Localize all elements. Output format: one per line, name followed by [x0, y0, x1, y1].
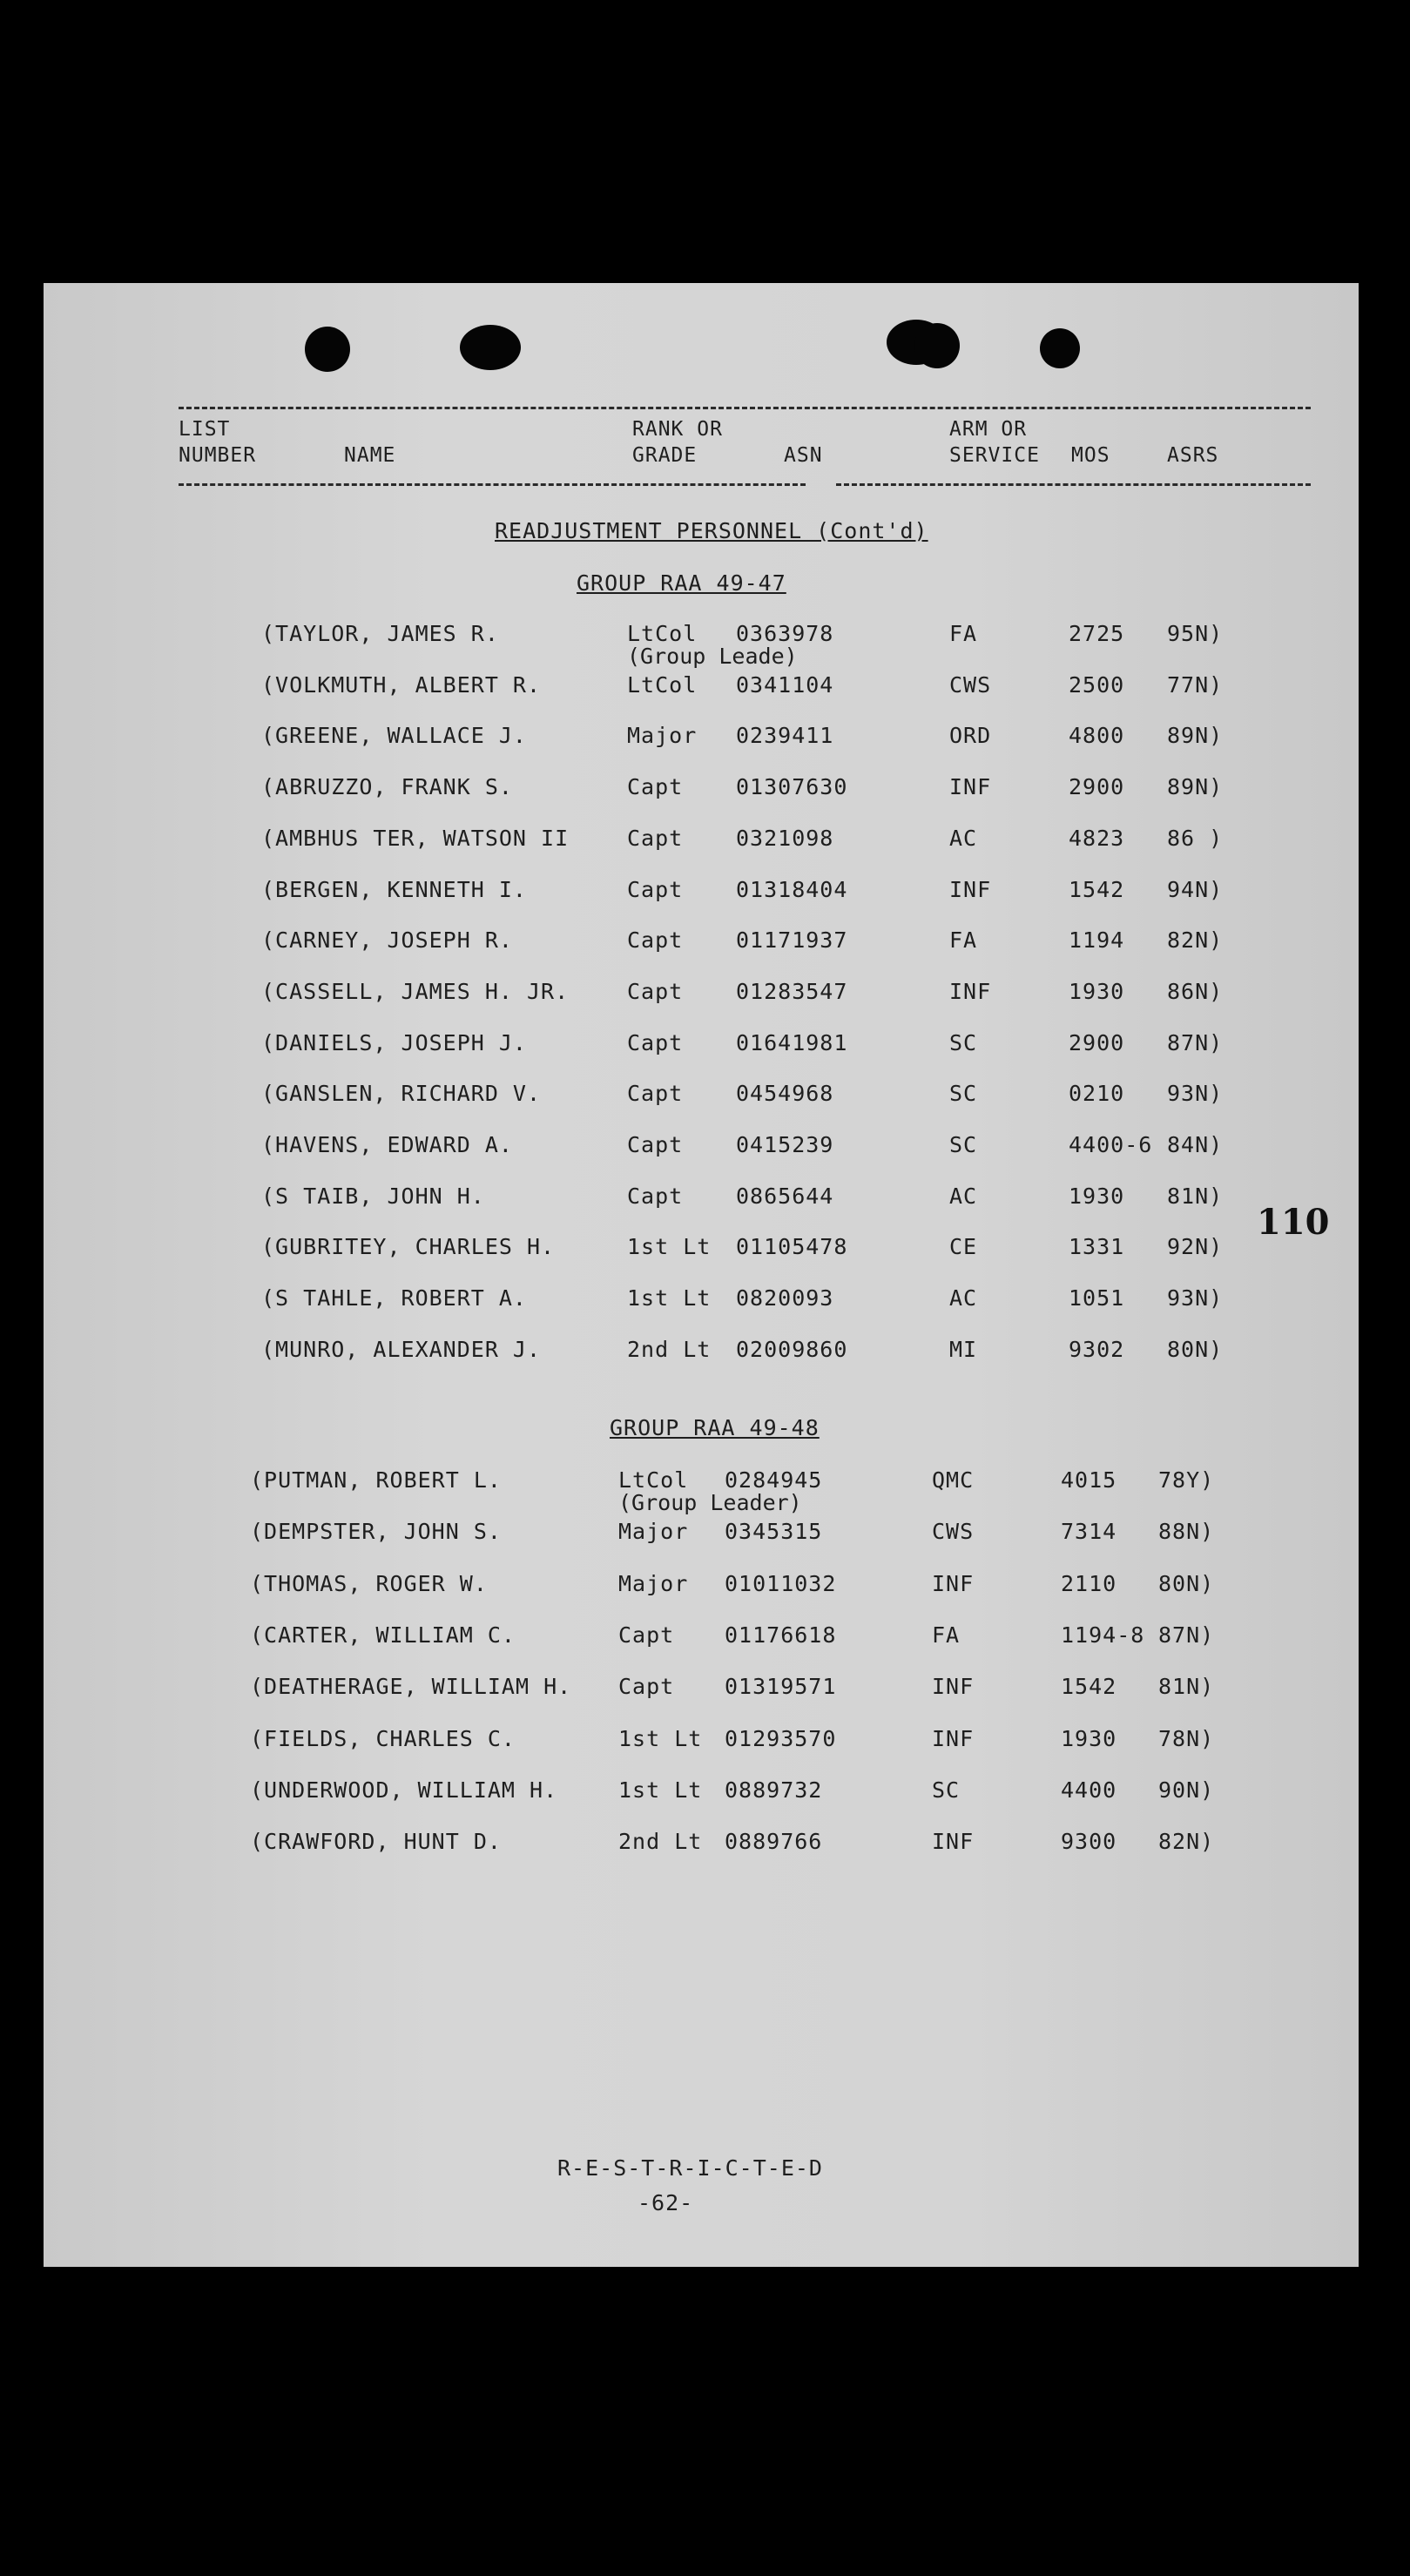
arm-cell: AC [949, 825, 978, 851]
mos-cell: 1194 [1069, 927, 1125, 954]
table-row [44, 723, 1359, 758]
name-cell: (S TAIB, JOHN H. [261, 1183, 485, 1209]
asrs-cell: 88N) [1158, 1519, 1215, 1545]
rank-cell: Capt [627, 876, 684, 902]
arm-cell: SC [949, 1029, 978, 1055]
asrs-cell: 86 ) [1167, 825, 1224, 851]
asrs-cell: 94N) [1167, 876, 1224, 902]
table-row [44, 1081, 1359, 1116]
asn-cell: 0345315 [725, 1519, 823, 1545]
table-row [44, 1829, 1359, 1864]
arm-cell: AC [949, 1183, 978, 1209]
table-row [44, 1467, 1359, 1515]
rank-cell: 2nd Lt [627, 1336, 712, 1362]
arm-cell: INF [949, 978, 992, 1004]
asrs-cell: 80N) [1167, 1336, 1224, 1362]
rank-cell: 1st Lt [627, 1234, 712, 1260]
asn-cell: 0415239 [736, 1132, 834, 1157]
arm-cell: CWS [932, 1519, 975, 1545]
name-cell: (HAVENS, EDWARD A. [261, 1132, 513, 1157]
name-cell: (BERGEN, KENNETH I. [261, 876, 527, 902]
asrs-cell: 93N) [1167, 1081, 1224, 1107]
name-cell: (VOLKMUTH, ALBERT R. [261, 671, 542, 698]
rank-cell: Capt [627, 1183, 684, 1209]
header-arm: ARM OR SERVICE [949, 418, 1040, 467]
asrs-cell: 80N) [1158, 1570, 1215, 1596]
rank-cell: 1st Lt [627, 1285, 712, 1312]
arm-cell: ORD [949, 723, 992, 749]
name-cell: (THOMAS, ROGER W. [250, 1570, 488, 1596]
name-cell: (CARTER, WILLIAM C. [250, 1622, 516, 1648]
rank-cell: Capt [627, 825, 684, 851]
table-row [44, 621, 1359, 669]
table-row [44, 1183, 1359, 1218]
rank-cell: Capt [618, 1622, 675, 1648]
asn-cell: 01307630 [736, 774, 848, 800]
header-rank: RANK OR GRADE [632, 418, 723, 467]
mos-cell: 1930 [1069, 1183, 1125, 1209]
rank-cell: Capt [627, 978, 684, 1004]
asn-cell: 01318404 [736, 876, 848, 902]
name-cell: (CARNEY, JOSEPH R. [261, 927, 513, 954]
rank-cell: 1st Lt [618, 1777, 703, 1803]
mos-cell: 4015 [1061, 1467, 1117, 1493]
mos-cell: 9302 [1069, 1336, 1125, 1362]
arm-cell: INF [949, 774, 992, 800]
asrs-cell: 95N) [1167, 621, 1224, 646]
table-row [44, 1674, 1359, 1709]
table-row [44, 1777, 1359, 1812]
punch-hole-4 [914, 323, 960, 368]
rank-cell: Capt [618, 1674, 675, 1700]
rank-cell: Capt [627, 1029, 684, 1055]
rank-cell: Capt [627, 1081, 684, 1107]
mos-cell: 2500 [1069, 671, 1125, 698]
asn-cell: 0321098 [736, 825, 834, 851]
arm-cell: MI [949, 1336, 978, 1362]
arm-cell: FA [949, 927, 978, 954]
name-cell: (GANSLEN, RICHARD V. [261, 1081, 542, 1107]
table-row [44, 927, 1359, 962]
group-leader-note: (Group Leader) [618, 1490, 802, 1515]
mos-cell: 2110 [1061, 1570, 1117, 1596]
asrs-cell: 87N) [1158, 1622, 1215, 1648]
table-row [44, 1726, 1359, 1761]
asn-cell: 0454968 [736, 1081, 834, 1107]
arm-cell: CE [949, 1234, 978, 1260]
header-rule-bottom-left [179, 483, 806, 486]
page-number: -62- [638, 2190, 694, 2215]
table-row [44, 826, 1359, 860]
asrs-cell: 82N) [1167, 927, 1224, 954]
table-row [44, 1285, 1359, 1320]
rank-cell: Major [618, 1519, 689, 1545]
arm-cell: INF [932, 1570, 975, 1596]
header-asrs: ASRS [1167, 444, 1219, 467]
name-cell: (FIELDS, CHARLES C. [250, 1725, 516, 1751]
asn-cell: 0284945 [725, 1467, 823, 1493]
name-cell: (CASSELL, JAMES H. JR. [261, 978, 570, 1004]
mos-cell: 1051 [1069, 1285, 1125, 1312]
asn-cell: 0363978 [736, 621, 834, 646]
name-cell: (TAYLOR, JAMES R. [261, 621, 499, 646]
name-cell: (AMBHUS TER, WATSON II [261, 825, 570, 851]
asrs-cell: 86N) [1167, 978, 1224, 1004]
asrs-cell: 81N) [1167, 1183, 1224, 1209]
rank-cell: 1st Lt [618, 1725, 703, 1751]
rank-cell: 2nd Lt [618, 1829, 703, 1855]
rank-cell: Capt [627, 1132, 684, 1157]
mos-cell: 1331 [1069, 1234, 1125, 1260]
mos-cell: 7314 [1061, 1519, 1117, 1545]
mos-cell: 2725 [1069, 621, 1125, 646]
asn-cell: 0820093 [736, 1285, 834, 1312]
asn-cell: 01011032 [725, 1570, 837, 1596]
name-cell: (DANIELS, JOSEPH J. [261, 1029, 527, 1055]
asn-cell: 0889766 [725, 1829, 823, 1855]
name-cell: (GREENE, WALLACE J. [261, 723, 527, 749]
asrs-cell: 87N) [1167, 1029, 1224, 1055]
asrs-cell: 77N) [1167, 671, 1224, 698]
asn-cell: 01171937 [736, 927, 848, 954]
mos-cell: 1542 [1069, 876, 1125, 902]
rank-cell: Capt [627, 774, 684, 800]
arm-cell: AC [949, 1285, 978, 1312]
classification-footer: R-E-S-T-R-I-C-T-E-D [557, 2155, 823, 2181]
asn-cell: 01319571 [725, 1674, 837, 1700]
table-row [44, 877, 1359, 912]
asrs-cell: 93N) [1167, 1285, 1224, 1312]
asrs-cell: 84N) [1167, 1132, 1224, 1157]
arm-cell: INF [932, 1829, 975, 1855]
table-row [44, 1571, 1359, 1606]
arm-cell: INF [949, 876, 992, 902]
mos-cell: 4400 [1061, 1777, 1117, 1803]
rank-cell: LtCol [627, 671, 698, 698]
mos-cell: 4400-6 [1069, 1132, 1153, 1157]
rank-cell: LtCol [618, 1467, 689, 1493]
punch-hole-2 [460, 325, 521, 370]
name-cell: (S TAHLE, ROBERT A. [261, 1285, 527, 1312]
arm-cell: INF [932, 1725, 975, 1751]
asn-cell: 01176618 [725, 1622, 837, 1648]
name-cell: (UNDERWOOD, WILLIAM H. [250, 1777, 558, 1803]
table-row [44, 672, 1359, 707]
group-title-1: GROUP RAA 49-47 [577, 570, 786, 596]
arm-cell: FA [932, 1622, 961, 1648]
asn-cell: 02009860 [736, 1336, 848, 1362]
arm-cell: SC [949, 1132, 978, 1157]
header-asn: ASN [784, 444, 823, 467]
arm-cell: CWS [949, 671, 992, 698]
table-row [44, 979, 1359, 1014]
rank-cell: Major [627, 723, 698, 749]
table-row [44, 1132, 1359, 1167]
name-cell: (PUTMAN, ROBERT L. [250, 1467, 502, 1493]
mos-cell: 1194-8 [1061, 1622, 1145, 1648]
name-cell: (ABRUZZO, FRANK S. [261, 774, 513, 800]
mos-cell: 1930 [1061, 1725, 1117, 1751]
archive-stamp-number: 110 [1257, 1202, 1330, 1243]
table-row [44, 1622, 1359, 1657]
table-row [44, 1519, 1359, 1554]
arm-cell: SC [932, 1777, 961, 1803]
asrs-cell: 89N) [1167, 723, 1224, 749]
mos-cell: 1542 [1061, 1674, 1117, 1700]
asn-cell: 0341104 [736, 671, 834, 698]
asrs-cell: 92N) [1167, 1234, 1224, 1260]
asn-cell: 0889732 [725, 1777, 823, 1803]
asrs-cell: 78N) [1158, 1725, 1215, 1751]
header-list-number: LIST NUMBER [179, 418, 257, 467]
mos-cell: 4823 [1069, 825, 1125, 851]
arm-cell: SC [949, 1081, 978, 1107]
mos-cell: 9300 [1061, 1829, 1117, 1855]
rank-cell: LtCol [627, 621, 698, 646]
header-rule-bottom-right [836, 483, 1311, 486]
asn-cell: 01641981 [736, 1029, 848, 1055]
asn-cell: 0239411 [736, 723, 834, 749]
asrs-cell: 78Y) [1158, 1467, 1215, 1493]
document-page [44, 283, 1359, 2267]
punch-hole-5 [1040, 328, 1080, 368]
name-cell: (GUBRITEY, CHARLES H. [261, 1234, 556, 1260]
asrs-cell: 90N) [1158, 1777, 1215, 1803]
group-title-2: GROUP RAA 49-48 [610, 1415, 820, 1440]
asn-cell: 01283547 [736, 978, 848, 1004]
header-mos: MOS [1071, 444, 1110, 467]
arm-cell: QMC [932, 1467, 975, 1493]
name-cell: (MUNRO, ALEXANDER J. [261, 1336, 542, 1362]
rank-cell: Major [618, 1570, 689, 1596]
table-row [44, 1030, 1359, 1065]
mos-cell: 4800 [1069, 723, 1125, 749]
section-title: READJUSTMENT PERSONNEL (Cont'd) [495, 518, 928, 543]
table-row [44, 1337, 1359, 1372]
arm-cell: FA [949, 621, 978, 646]
mos-cell: 2900 [1069, 774, 1125, 800]
punch-hole-1 [305, 327, 350, 372]
table-row [44, 774, 1359, 809]
asrs-cell: 82N) [1158, 1829, 1215, 1855]
asn-cell: 01293570 [725, 1725, 837, 1751]
mos-cell: 1930 [1069, 978, 1125, 1004]
table-row [44, 1234, 1359, 1269]
group-leader-note: (Group Leade) [627, 644, 798, 669]
asrs-cell: 89N) [1167, 774, 1224, 800]
header-name: NAME [344, 444, 396, 467]
rank-cell: Capt [627, 927, 684, 954]
mos-cell: 2900 [1069, 1029, 1125, 1055]
mos-cell: 0210 [1069, 1081, 1125, 1107]
asn-cell: 01105478 [736, 1234, 848, 1260]
name-cell: (CRAWFORD, HUNT D. [250, 1829, 502, 1855]
arm-cell: INF [932, 1674, 975, 1700]
header-rule-top [179, 407, 1311, 409]
asrs-cell: 81N) [1158, 1674, 1215, 1700]
name-cell: (DEATHERAGE, WILLIAM H. [250, 1674, 572, 1700]
name-cell: (DEMPSTER, JOHN S. [250, 1519, 502, 1545]
asn-cell: 0865644 [736, 1183, 834, 1209]
